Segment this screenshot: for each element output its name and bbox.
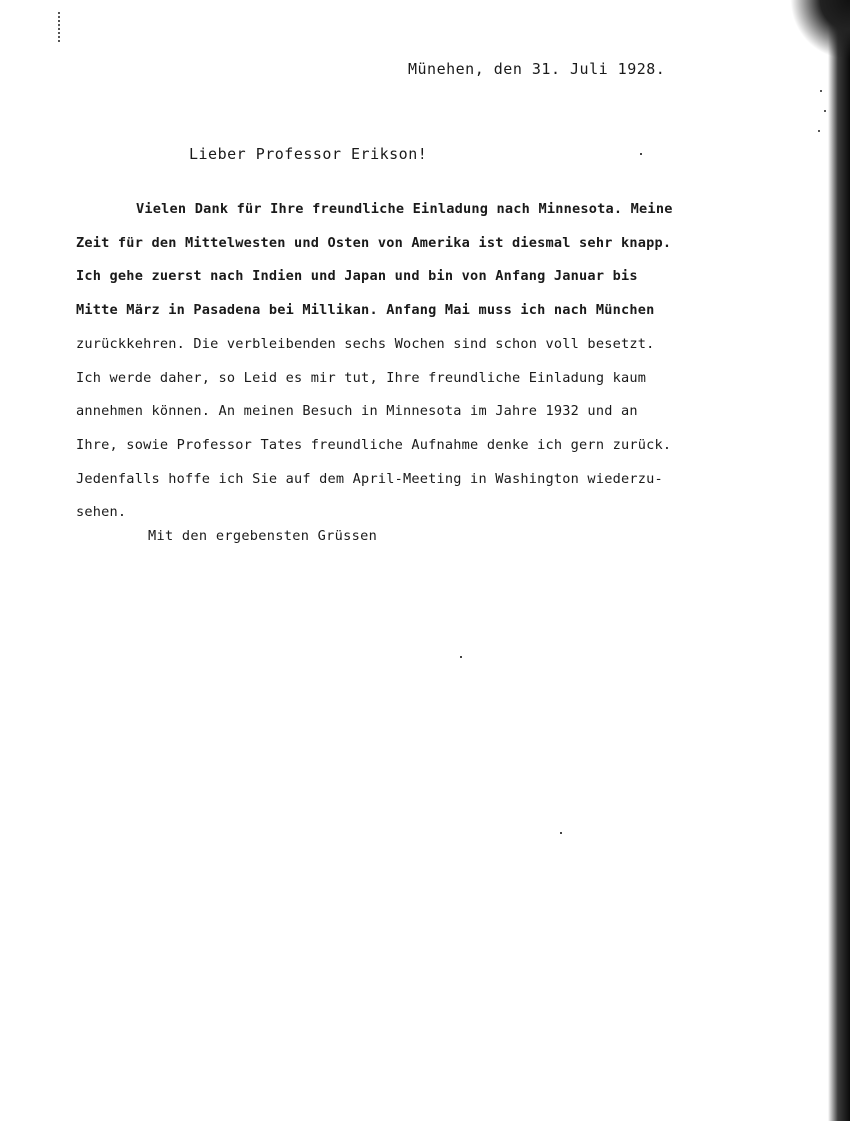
letter-dateline: Münehen, den 31. Juli 1928.: [408, 60, 666, 78]
letter-body: [76, 193, 816, 530]
scan-speck: [460, 656, 462, 658]
body-line: sehen.: [76, 504, 127, 521]
scan-corner-shadow: [790, 0, 850, 60]
body-line: zurückkehren. Die verbleibenden sechs Wochen sind schon voll besetzt.: [76, 335, 655, 352]
body-line: Ich werde daher, so Leid es mir tut, Ihre freundliche Einladung kaum: [76, 369, 647, 386]
body-line: Ich gehe zuerst nach Indien und Japan und bin von Anfang Januar bis: [76, 268, 638, 285]
body-line: Mitte März in Pasadena bei Millikan. Anfang Mai muss ich nach München: [76, 302, 655, 319]
letter-salutation: Lieber Professor Erikson!: [189, 145, 428, 163]
margin-mark: [58, 12, 62, 42]
scan-speck: [818, 130, 820, 132]
body-line: Vielen Dank für Ihre freundliche Einladung nach Minnesota. Meine: [136, 201, 673, 217]
letter-closing: Mit den ergebensten Grüssen: [148, 528, 378, 544]
body-line: Zeit für den Mittelwesten und Osten von Amerika ist diesmal sehr knapp.: [76, 234, 672, 251]
body-line: Ihre, sowie Professor Tates freundliche Aufnahme denke ich gern zurück.: [76, 436, 672, 453]
body-line: annehmen können. An meinen Besuch in Minnesota im Jahre 1932 und an: [76, 403, 638, 420]
scan-speck: [824, 110, 826, 112]
scan-speck: [640, 153, 642, 155]
body-line: Jedenfalls hoffe ich Sie auf dem April-Meeting in Washington wiederzu-: [76, 470, 663, 487]
scan-edge: [828, 0, 850, 1121]
scan-speck: [560, 832, 562, 834]
scan-speck: [820, 90, 822, 92]
